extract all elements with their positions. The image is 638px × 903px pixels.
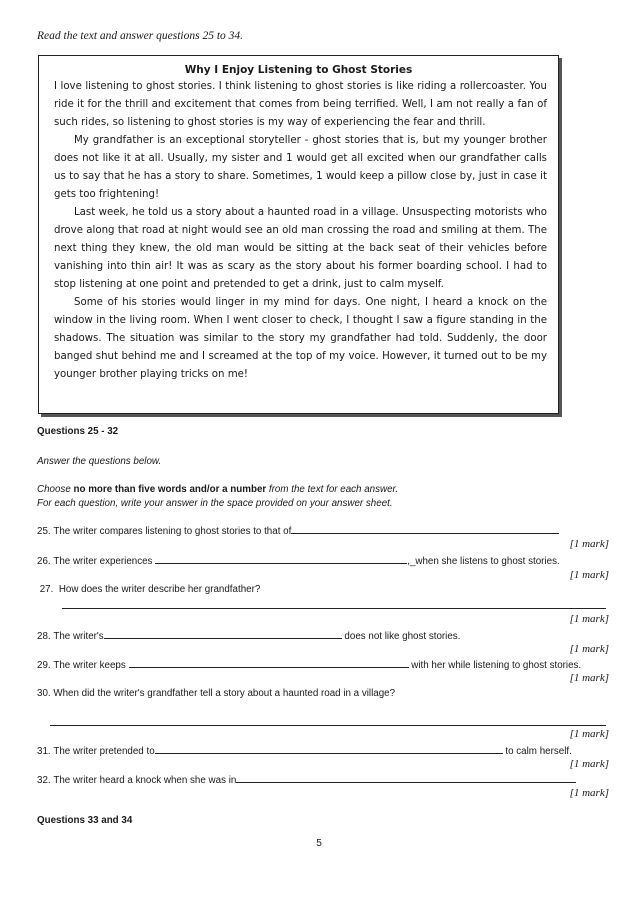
question-number: 26. xyxy=(37,556,51,567)
question-text: The writer's xyxy=(53,631,104,642)
answer-blank-30[interactable] xyxy=(50,725,606,726)
passage-box xyxy=(38,55,559,414)
question-text: The writer experiences xyxy=(53,556,153,567)
question-text: The writer pretended to xyxy=(53,746,155,757)
question-28 xyxy=(37,629,609,642)
question-30 xyxy=(37,688,609,699)
question-number: 28. xyxy=(37,631,51,642)
question-26: 26. The writer experiences ,_when she listens to ghost stories. xyxy=(37,556,560,567)
answer-blank-27[interactable] xyxy=(62,608,606,609)
page-number: 5 xyxy=(316,838,322,849)
section-heading-33-34: Questions 33 and 34 xyxy=(37,815,133,826)
section-heading-25-32: Questions 25 - 32 xyxy=(37,426,119,437)
passage-paragraph: Last week, he told us a story about a haunted road in a village. Unsuspecting motorists who drove along that road at night would see an old man crossing the road and smiling at them. The next thing they knew, the old man would be sitting at the back seat of their vehicles before vanishing into thin air! It was as scary as the story about his former boarding school. I had to stop listening at one point and pretended to get a drink, just to calm myself. xyxy=(54,207,547,290)
question-number: 32. xyxy=(37,775,51,786)
question-text: How does the writer describe her grandfather? xyxy=(58,584,261,595)
question-text: When did the writer's grandfather tell a story about a haunted road in a village? xyxy=(53,688,396,699)
question-31 xyxy=(37,744,609,757)
answer-blank-28[interactable] xyxy=(104,629,342,639)
write-instruction: For each question, write your answer in the space provided on your answer sheet. xyxy=(37,498,393,509)
choose-suffix: from the text for each answer. xyxy=(266,484,399,495)
reading-instruction: Read the text and answer questions 25 to 34. xyxy=(37,30,244,42)
question-number: 25. xyxy=(37,526,51,537)
answer-blank-25[interactable] xyxy=(291,524,559,534)
passage-text xyxy=(54,78,547,384)
mark-27: [1 mark] xyxy=(569,613,609,625)
question-32 xyxy=(37,773,609,786)
mark-28: [1 mark] xyxy=(569,643,609,655)
passage-title: Why I Enjoy Listening to Ghost Stories xyxy=(184,64,413,76)
question-text-after: does not like ghost stories. xyxy=(344,631,461,642)
choose-instruction xyxy=(37,484,609,495)
answer-blank-32[interactable] xyxy=(236,773,576,783)
question-27 xyxy=(37,584,609,595)
mark-29: [1 mark] xyxy=(569,672,609,684)
question-text-after: _when she listens to ghost stories. xyxy=(409,556,560,567)
mark-25: [1 mark] xyxy=(569,538,609,550)
mark-30: [1 mark] xyxy=(569,728,609,740)
section-intro: Answer the questions below. xyxy=(37,456,162,467)
question-text: The writer keeps xyxy=(53,660,126,671)
passage-paragraph: Some of his stories would linger in my mind for days. One night, I heard a knock on the window in the living room. When I went closer to check, I thought I saw a figure standing in the shadows. The situation was similar to the story my grandfather had told. Suddenly, the door banged shut behind me and I screamed at the top of my voice. However, it turned out to be my younger brother playing tricks on me! xyxy=(54,297,547,380)
mark-26: [1 mark] xyxy=(569,569,609,581)
mark-32: [1 mark] xyxy=(569,787,609,799)
choose-bold: no more than five words and/or a number xyxy=(73,484,267,495)
question-text: The writer heard a knock when she was in xyxy=(53,775,237,786)
answer-blank-29[interactable] xyxy=(129,658,409,668)
question-number: 30. xyxy=(37,688,51,699)
choose-prefix: Choose xyxy=(37,484,74,495)
question-25 xyxy=(37,524,609,537)
passage-paragraph: I love listening to ghost stories. I think listening to ghost stories is like riding a rollercoaster. You ride it for the thrill and excitement that comes from being terrified. Well, I am not really a fan of such rides, so listening to ghost stories is my way of experiencing the fear and thrill. xyxy=(54,81,547,128)
question-text-after: to calm herself. xyxy=(505,746,572,757)
answer-blank-26[interactable] xyxy=(155,554,407,564)
mark-31: [1 mark] xyxy=(569,758,609,770)
question-text: The writer compares listening to ghost stories to that of xyxy=(53,526,292,537)
question-number: 31. xyxy=(37,746,51,757)
question-number: 29. xyxy=(37,660,51,671)
passage-paragraph: My grandfather is an exceptional storyteller - ghost stories that is, but my younger brother does not like it at all. Usually, my sister and 1 would get all excited when our grandfather calls us to say that he has a story to share. Sometimes, 1 would keep a pillow close by, just in case it gets too frightening! xyxy=(54,135,547,200)
answer-blank-31[interactable] xyxy=(155,744,503,754)
question-number: 27. xyxy=(39,584,54,595)
question-text-after: with her while listening to ghost stories. xyxy=(411,660,582,671)
question-29 xyxy=(37,658,609,671)
